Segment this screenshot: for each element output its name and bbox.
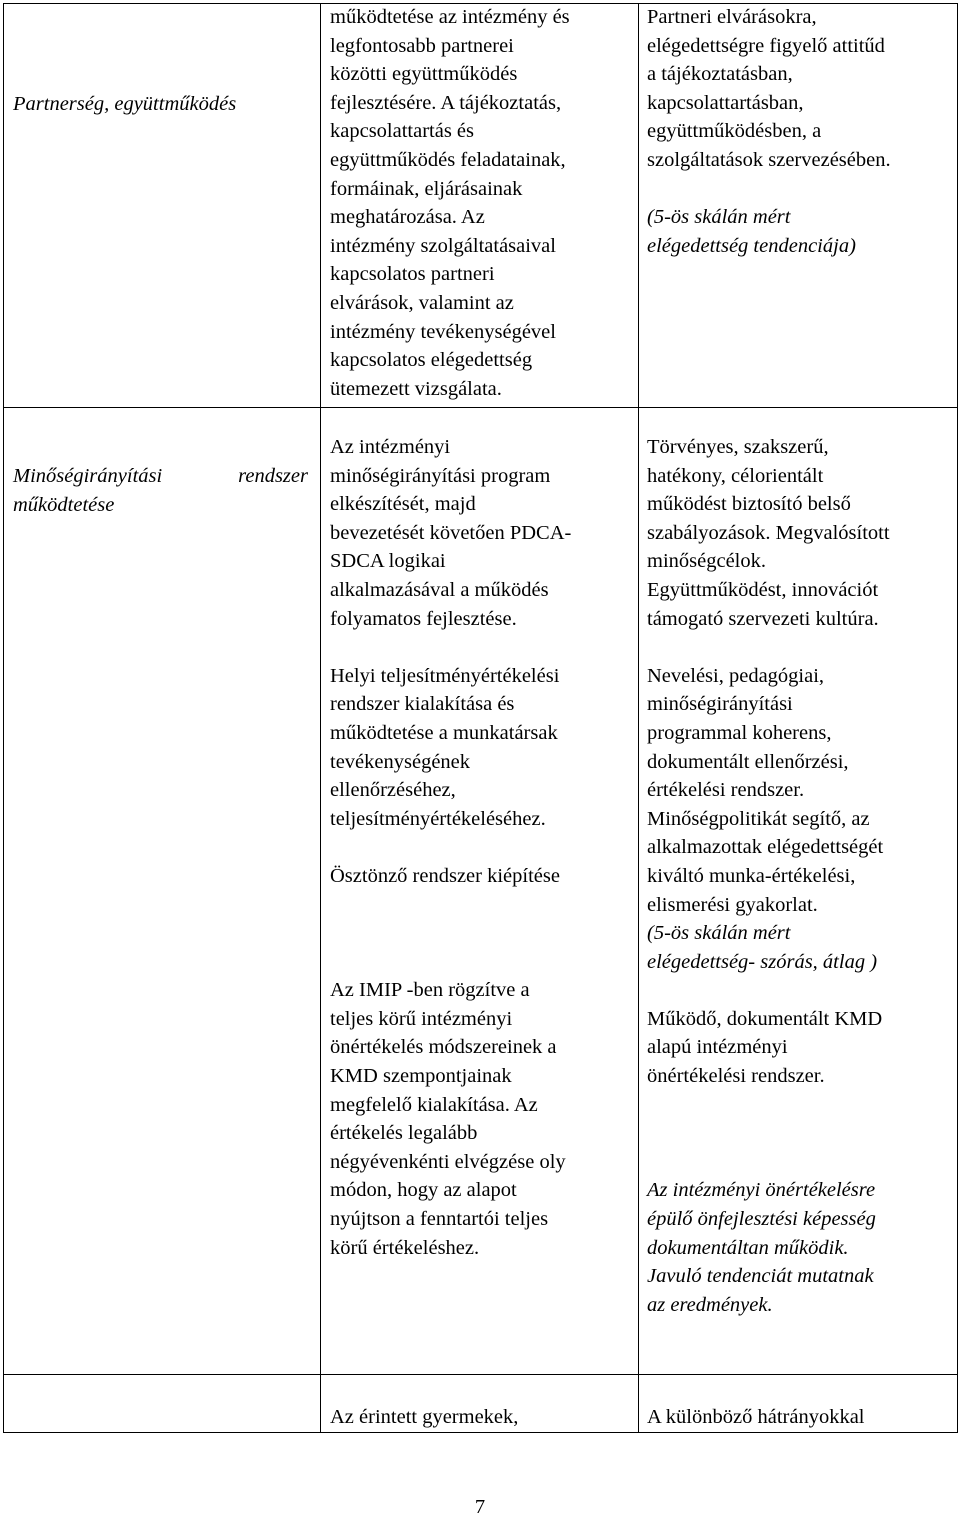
row3-result-text: A különböző hátrányokkal — [647, 1406, 865, 1428]
row3-result-cell — [647, 1403, 947, 1432]
row2-activity-incentive: Ösztönző rendszer kiépítése — [330, 864, 560, 887]
row3-activity-text: Az érintett gyermekek, — [330, 1406, 519, 1428]
column-divider-1 — [320, 4, 321, 1432]
row-label-partnership: Partnerség, együttműködés — [13, 93, 237, 115]
row2-result-self-development: Az intézményi önértékelésre épülő önfejlesztési képesség dokumentáltan működik. Javuló tendenciát mutatnak az eredmények. — [647, 1179, 876, 1316]
row2-activity-cell — [330, 433, 630, 1262]
row1-activity-text: működtetése az intézmény és legfontosabb partnerei közötti együttműködés fejlesztésére. A tájékoztatás, kapcsolattartás és együttműködés feladatainak, formáinak, eljárásainak meghatározása. Az intézmény szolgáltatásaival kapcsolatos partneri elvárások, valamint az intézmény tevékenységével kapcsolatos elégedettség ütemezett vizsgálata. — [330, 6, 570, 400]
row2-result-evaluation: Nevelési, pedagógiai, minőségirányítási programmal koherens, dokumentált ellenőrzési, értékelési rendszer. Minőségpolitikát segítő, az alkalmazottak elégedettségét kiváltó munka-értékelési, elismerési gyakorlat. — [647, 664, 884, 916]
row3-activity-cell — [330, 1403, 630, 1432]
row2-activity-pdca: Az intézményi minőségirányítási program elkészítését, majd bevezetését követően PDCA- SDCA logikai alkalmazásával a működés folyamatos fejlesztése. — [330, 436, 572, 630]
row2-result-scale-note: (5-ös skálán mért elégedettség- szórás, átlag ) — [647, 922, 878, 973]
row2-result-regulations: Törvényes, szakszerű, hatékony, célorientált működést biztosító belső szabályozások. Megvalósított minőségcélok. Együttműködést, innovációt támogató szervezeti kultúra. — [647, 436, 890, 630]
page-number: 7 — [474, 1496, 486, 1518]
row2-activity-imip: Az IMIP -ben rögzítve a teljes körű intézményi önértékelés módszereinek a KMD szempontjainak megfelelő kialakítása. Az értékelés legalább négyévenkénti elvégzése oly módon, hogy az alapot nyújtson a fenntartói teljes körű értékeléshez. — [330, 979, 566, 1259]
column-divider-2 — [638, 4, 639, 1432]
row-divider-2 — [4, 1374, 957, 1375]
row1-result-cell — [647, 3, 947, 260]
row1-activity-cell — [330, 3, 630, 403]
row-label-quality-system: Minőségirányítási rendszer működtetése — [13, 465, 308, 516]
row2-result-kmd: Működő, dokumentált KMD alapú intézményi önértékelési rendszer. — [647, 1007, 883, 1088]
row2-activity-performance: Helyi teljesítményértékelési rendszer kialakítása és működtetése a munkatársak tevékenységének ellenőrzéséhez, teljesítményértékeléséhez. — [330, 664, 560, 830]
row-divider-1 — [4, 407, 957, 408]
row1-result-text: Partneri elvárásokra, elégedettségre figyelő attitűd a tájékoztatásban, kapcsolattartásban, együttműködésben, a szolgáltatások szervezésében. — [647, 6, 891, 171]
row2-result-cell — [647, 433, 947, 1319]
row1-result-note: (5-ös skálán mért elégedettség tendenciája) — [647, 206, 856, 257]
